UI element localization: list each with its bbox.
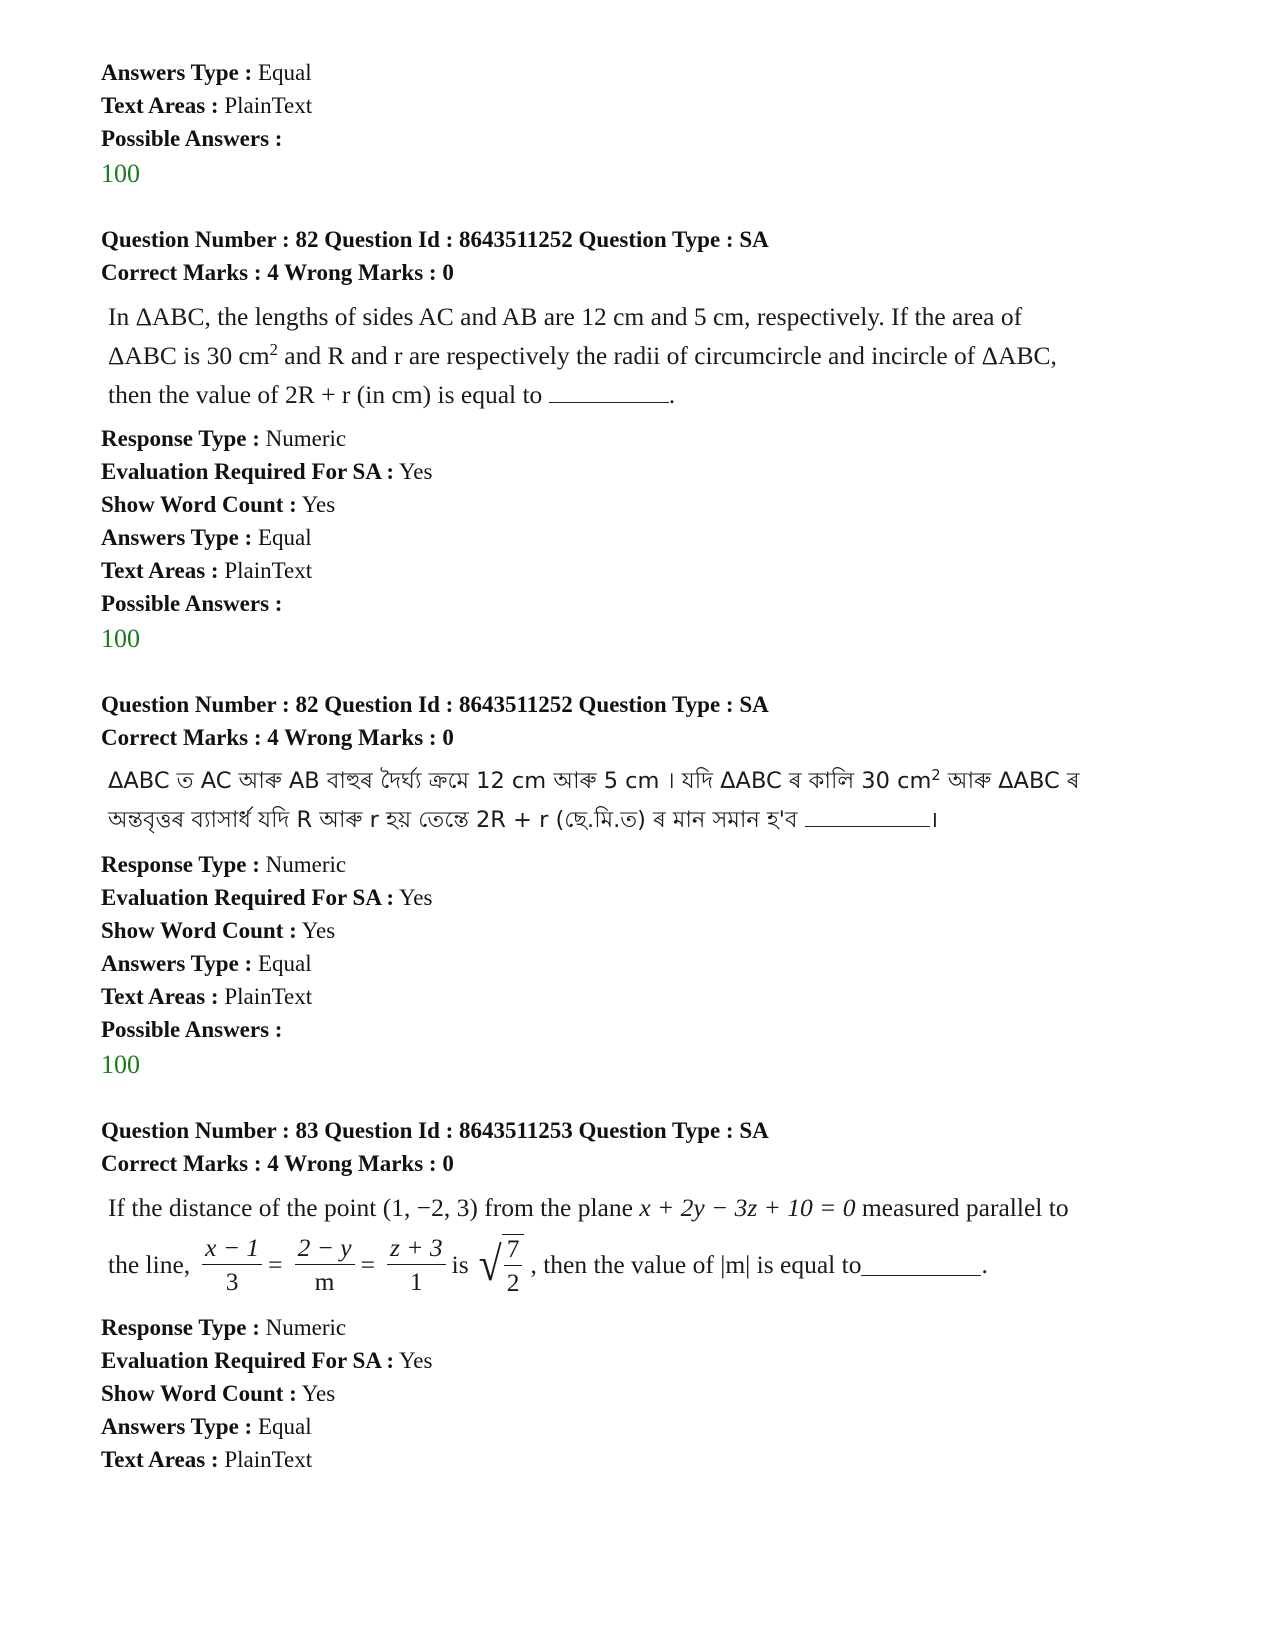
question-text-line: In ΔABC, the lengths of sides AC and AB are 12 cm and 5 cm, respectively. If the area of [108,302,1023,331]
question-header: Question Number : 82 Question Id : 8643511252 Question Type : SA [101,227,769,252]
prev-question-tail [101,56,1201,191]
answers-type-row [101,56,1201,89]
question-text-line: the line, $\frac{x - 1}{3}$ = $\frac{2 - y}{m}$ = $\frac{z + 3}{1}$ is √ $\frac{7}{2}$ , then the value of |m| is equal to . [108,1233,988,1297]
answers-type-row: Answers Type : Equal [101,525,312,550]
text-areas-row: Text Areas : PlainText [101,1447,313,1472]
question-82-english [101,223,1201,656]
text-areas-value: PlainText [224,93,313,118]
question-text [108,297,1201,414]
fraction: $\frac{x - 1}{3}$ [202,1234,262,1296]
possible-answer: 100 [101,1050,140,1079]
answers-type-label: Answers Type : [101,60,253,85]
question-header: Question Number : 82 Question Id : 8643511252 Question Type : SA [101,692,769,717]
possible-answers-row [101,122,1201,155]
question-text-line: then the value of 2R + r (in cm) is equal to . [108,380,676,409]
possible-answer: 100 [101,159,140,188]
answers-type-row: Answers Type : Equal [101,951,312,976]
word-count-row: Show Word Count : Yes [101,1381,336,1406]
word-count-row: Show Word Count : Yes [101,492,336,517]
response-type-row: Response Type : Numeric [101,1315,347,1340]
possible-answers-row: Possible Answers : [101,1017,283,1042]
fraction: $\frac{z + 3}{1}$ [387,1234,446,1296]
answer-blank [861,1255,981,1276]
question-text-line: ΔABC ত AC আৰু AB বাহুৰ দৈৰ্ঘ্য ক্ৰমে 12 cm আৰু 5 cm । যদি ΔABC ৰ কালি 30 $cm^2$ আৰু ΔABC ৰ [108,766,1080,794]
question-text-line: ΔABC is 30 $cm^2$ and R and r are respectively the radii of circumcircle and incircle of ΔABC, [108,339,1057,370]
document-page [101,56,1201,1476]
square-root: √ $\frac{7}{2}$ [479,1234,525,1297]
question-text [108,762,1201,840]
evaluation-row: Evaluation Required For SA : Yes [101,885,433,910]
question-header: Question Number : 83 Question Id : 8643511253 Question Type : SA [101,1118,769,1143]
answers-type-row: Answers Type : Equal [101,1414,312,1439]
question-marks: Correct Marks : 4 Wrong Marks : 0 [101,260,454,285]
answer-blank [549,382,669,403]
answer-blank [805,806,930,827]
text-areas-label: Text Areas : [101,93,219,118]
possible-answer: 100 [101,624,140,653]
text-areas-row [101,89,1201,122]
fraction: $\frac{2 - y}{m}$ [295,1234,355,1296]
word-count-row: Show Word Count : Yes [101,918,336,943]
answers-type-value: Equal [257,60,312,85]
possible-answers-row: Possible Answers : [101,591,283,616]
evaluation-row: Evaluation Required For SA : Yes [101,459,433,484]
text-areas-row: Text Areas : PlainText [101,984,313,1009]
question-82-assamese [101,688,1201,1082]
text-areas-row: Text Areas : PlainText [101,558,313,583]
question-marks: Correct Marks : 4 Wrong Marks : 0 [101,725,454,750]
question-text [108,1188,1201,1303]
question-marks: Correct Marks : 4 Wrong Marks : 0 [101,1151,454,1176]
question-83 [101,1114,1201,1476]
question-text-line: অন্তবৃত্তৰ ব্যাসাৰ্ধ যদি R আৰু r হয় তেন্তে 2R + r (ছে.মি.ত) ৰ মান সমান হ'ব । [108,807,939,833]
question-text-line: If the distance of the point (1, −2, 3) from the plane x + 2y − 3z + 10 = 0 measured parallel to [108,1193,1069,1222]
response-type-row: Response Type : Numeric [101,852,347,877]
possible-answers-label: Possible Answers : [101,126,283,151]
response-type-row: Response Type : Numeric [101,426,347,451]
evaluation-row: Evaluation Required For SA : Yes [101,1348,433,1373]
